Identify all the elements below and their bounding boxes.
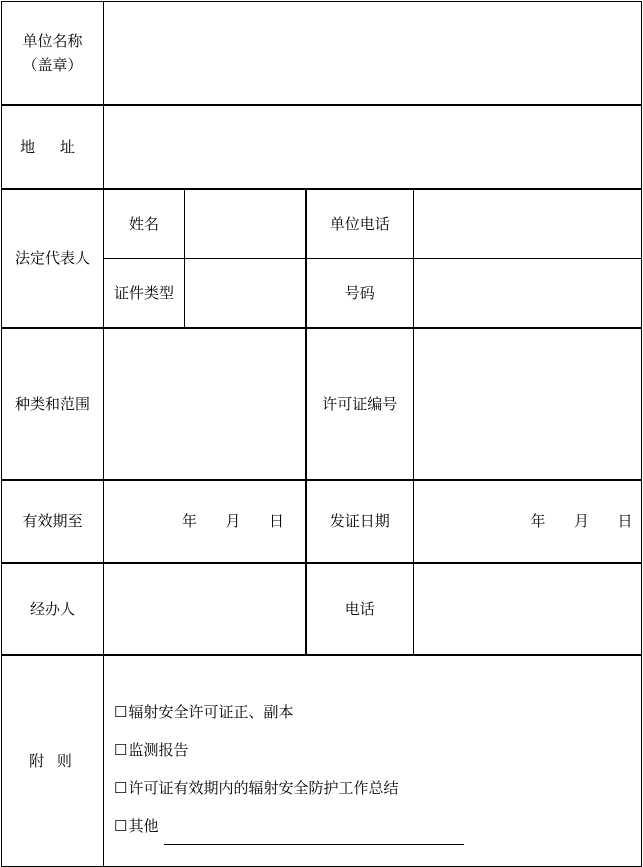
valid-year-unit: 年 bbox=[181, 512, 198, 530]
valid-until-field[interactable] bbox=[104, 480, 306, 563]
unit-name-field[interactable] bbox=[104, 2, 642, 105]
license-no-field[interactable] bbox=[414, 328, 642, 480]
unit-phone-field[interactable] bbox=[414, 189, 642, 259]
issue-month-unit: 月 bbox=[573, 512, 590, 530]
unit-phone-label: 单位电话 bbox=[329, 214, 390, 233]
valid-month-unit: 月 bbox=[225, 512, 241, 530]
id-type-label: 证件类型 bbox=[113, 283, 174, 302]
issue-day-unit: 日 bbox=[617, 512, 633, 530]
category-scope-label: 种类和范围 bbox=[14, 394, 90, 413]
attachment-item[interactable] bbox=[114, 731, 641, 769]
checkbox-icon[interactable]: ☐ bbox=[114, 778, 128, 797]
attachment-item[interactable] bbox=[114, 807, 641, 845]
unit-seal-note: （盖章） bbox=[22, 55, 83, 74]
name-label: 姓名 bbox=[128, 214, 159, 233]
attachment-label: 辐射安全许可证正、副本 bbox=[128, 702, 294, 721]
handler-field[interactable] bbox=[104, 563, 306, 655]
category-scope-field[interactable] bbox=[104, 328, 306, 480]
unit-name-label: 单位名称 bbox=[22, 31, 83, 50]
attachment-label: 监测报告 bbox=[128, 740, 189, 759]
legal-rep-label-cell bbox=[2, 189, 104, 328]
id-number-field[interactable] bbox=[414, 259, 642, 328]
handler-label-cell bbox=[2, 563, 104, 655]
unit-name-label-cell bbox=[2, 2, 104, 105]
valid-until-label-cell bbox=[2, 480, 104, 563]
address-field[interactable] bbox=[104, 105, 642, 189]
attachment-item[interactable] bbox=[114, 769, 641, 807]
address-label: 地 址 bbox=[20, 137, 85, 156]
attachment-label: 其他 bbox=[128, 816, 159, 835]
phone-field[interactable] bbox=[414, 563, 642, 655]
attachments-label: 附 则 bbox=[29, 751, 76, 770]
checkbox-icon[interactable]: ☐ bbox=[114, 702, 128, 721]
issue-date-field[interactable] bbox=[414, 480, 642, 563]
attachment-label: 许可证有效期内的辐射安全防护工作总结 bbox=[128, 778, 399, 797]
checkbox-icon[interactable]: ☐ bbox=[114, 740, 128, 759]
legal-rep-label: 法定代表人 bbox=[14, 249, 90, 267]
handler-label: 经办人 bbox=[29, 599, 75, 618]
attachments-list bbox=[104, 655, 642, 867]
id-type-label-cell bbox=[104, 259, 185, 328]
valid-until-label: 有效期至 bbox=[22, 512, 83, 530]
unit-phone-label-cell bbox=[306, 189, 414, 259]
name-label-cell bbox=[104, 189, 185, 259]
id-number-label-cell bbox=[306, 259, 414, 328]
id-type-field[interactable] bbox=[185, 259, 306, 328]
valid-day-unit: 日 bbox=[268, 512, 285, 530]
issue-date-label-cell bbox=[306, 480, 414, 563]
license-form-table bbox=[1, 1, 642, 867]
phone-label-cell bbox=[306, 563, 414, 655]
name-field[interactable] bbox=[185, 189, 306, 259]
id-number-label: 号码 bbox=[344, 283, 375, 302]
license-no-label: 许可证编号 bbox=[322, 394, 398, 413]
phone-label: 电话 bbox=[344, 599, 375, 618]
other-input-line[interactable] bbox=[164, 826, 464, 845]
license-no-label-cell bbox=[306, 328, 414, 480]
category-scope-label-cell bbox=[2, 328, 104, 480]
checkbox-icon[interactable]: ☐ bbox=[114, 816, 128, 835]
issue-date-label: 发证日期 bbox=[329, 512, 390, 530]
attachment-item[interactable] bbox=[114, 693, 641, 731]
address-label-cell bbox=[2, 105, 104, 189]
attachments-label-cell bbox=[2, 655, 104, 867]
issue-year-unit: 年 bbox=[530, 512, 546, 530]
